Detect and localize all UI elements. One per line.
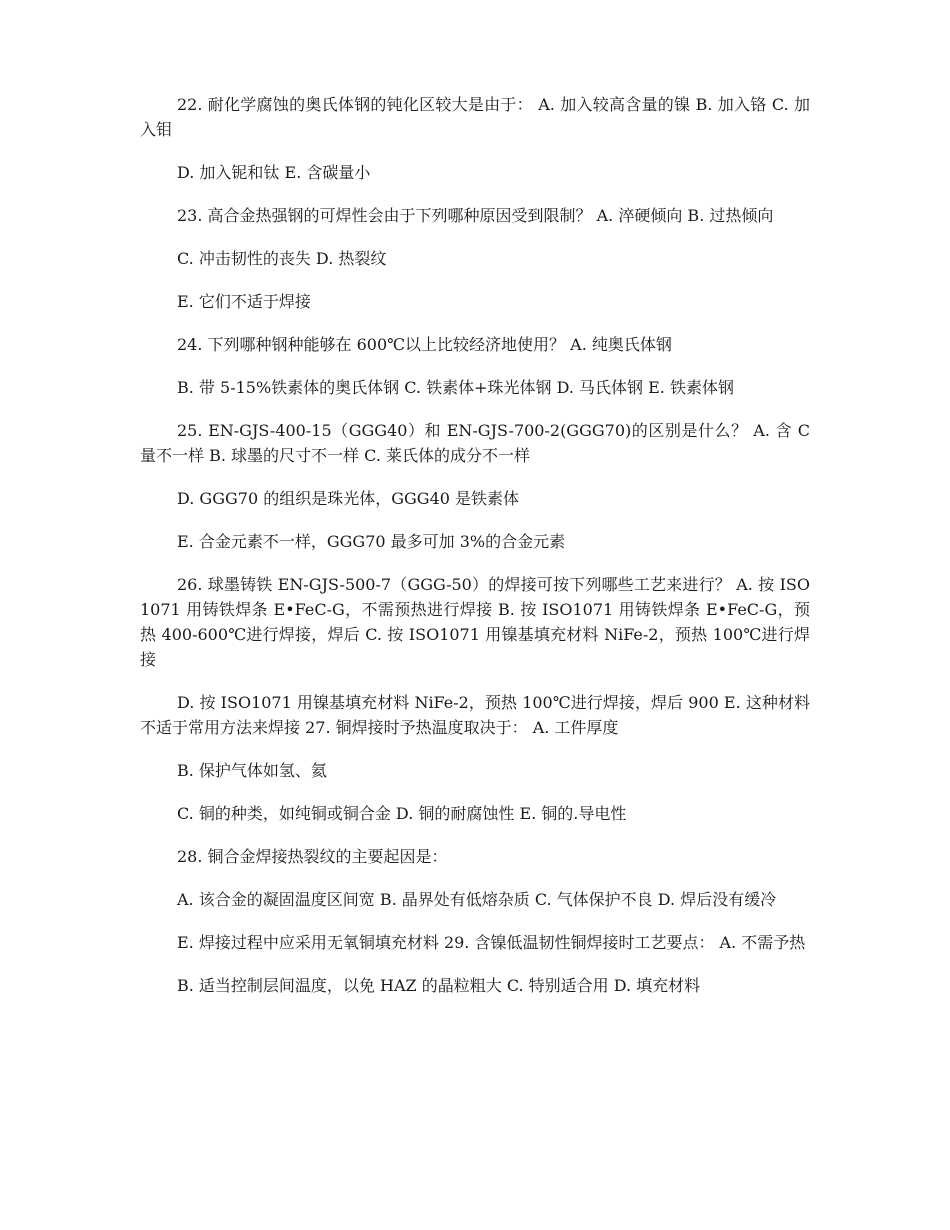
question-25-option-d-paragraph: D. GGG70 的组织是珠光体，GGG40 是铁素体	[177, 489, 520, 508]
question-28-29-paragraph: E. 焊接过程中应采用无氧铜填充材料 29. 含镍低温韧性铜焊接时工艺要点： A. 不需予热	[177, 933, 806, 952]
document-body	[140, 92, 810, 1016]
question-27-options-paragraph: C. 铜的种类，如纯铜或铜合金 D. 铜的耐腐蚀性 E. 铜的.导电性	[177, 804, 627, 823]
question-22-options-paragraph: D. 加入铌和钛 E. 含碳量小	[177, 163, 371, 182]
question-28-paragraph: 28. 铜合金焊接热裂纹的主要起因是：	[177, 847, 448, 866]
question-26-paragraph: 26. 球墨铸铁 EN-GJS-500-7（GGG-50）的焊接可按下列哪些工艺来进行？ A. 按 ISO1071 用铸铁焊条 E•FeC-G，不需预热进行焊接 B. 按 ISO1071 用铸铁焊条 E•FeC-G，预热 400-600℃进行焊接，焊后 C. 按 ISO1071 用镍基填充材料 NiFe-2，预热 100℃进行焊接	[140, 575, 810, 669]
question-23-paragraph: 23. 高合金热强钢的可焊性会由于下列哪种原因受到限制？ A. 淬硬倾向 B. 过热倾向	[177, 206, 774, 225]
question-29-options-paragraph: B. 适当控制层间温度，以免 HAZ 的晶粒粗大 C. 特别适合用 D. 填充材料	[177, 976, 701, 995]
question-24-options-paragraph: B. 带 5-15%铁素体的奥氏体钢 C. 铁素体+珠光体钢 D. 马氏体钢 E. 铁素体钢	[177, 378, 734, 397]
question-25-paragraph: 25. EN-GJS-400-15（GGG40）和 EN-GJS-700-2(GGG70)的区别是什么？ A. 含 C 量不一样 B. 球墨的尺寸不一样 C. 莱氏体的成分不一样	[140, 421, 810, 465]
question-24-paragraph: 24. 下列哪种钢种能够在 600℃以上比较经济地使用？ A. 纯奥氏体钢	[177, 335, 672, 354]
question-23-option-e-paragraph: E. 它们不适于焊接	[177, 292, 311, 311]
question-28-options-paragraph: A. 该合金的凝固温度区间宽 B. 晶界处有低熔杂质 C. 气体保护不良 D. 焊后没有缓冷	[177, 890, 777, 909]
question-22-paragraph: 22. 耐化学腐蚀的奥氏体钢的钝化区较大是由于： A. 加入较高含量的镍 B. 加入铬 C. 加入钼	[140, 95, 810, 139]
question-23-options-paragraph: C. 冲击韧性的丧失 D. 热裂纹	[177, 249, 387, 268]
question-27-option-b-paragraph: B. 保护气体如氢、氦	[177, 761, 327, 780]
question-25-option-e-paragraph: E. 合金元素不一样，GGG70 最多可加 3%的合金元素	[177, 532, 566, 551]
question-26-27-paragraph: D. 按 ISO1071 用镍基填充材料 NiFe-2，预热 100℃进行焊接，焊后 900 E. 这种材料不适于常用方法来焊接 27. 铜焊接时予热温度取决于： A. 工件厚度	[140, 693, 810, 737]
